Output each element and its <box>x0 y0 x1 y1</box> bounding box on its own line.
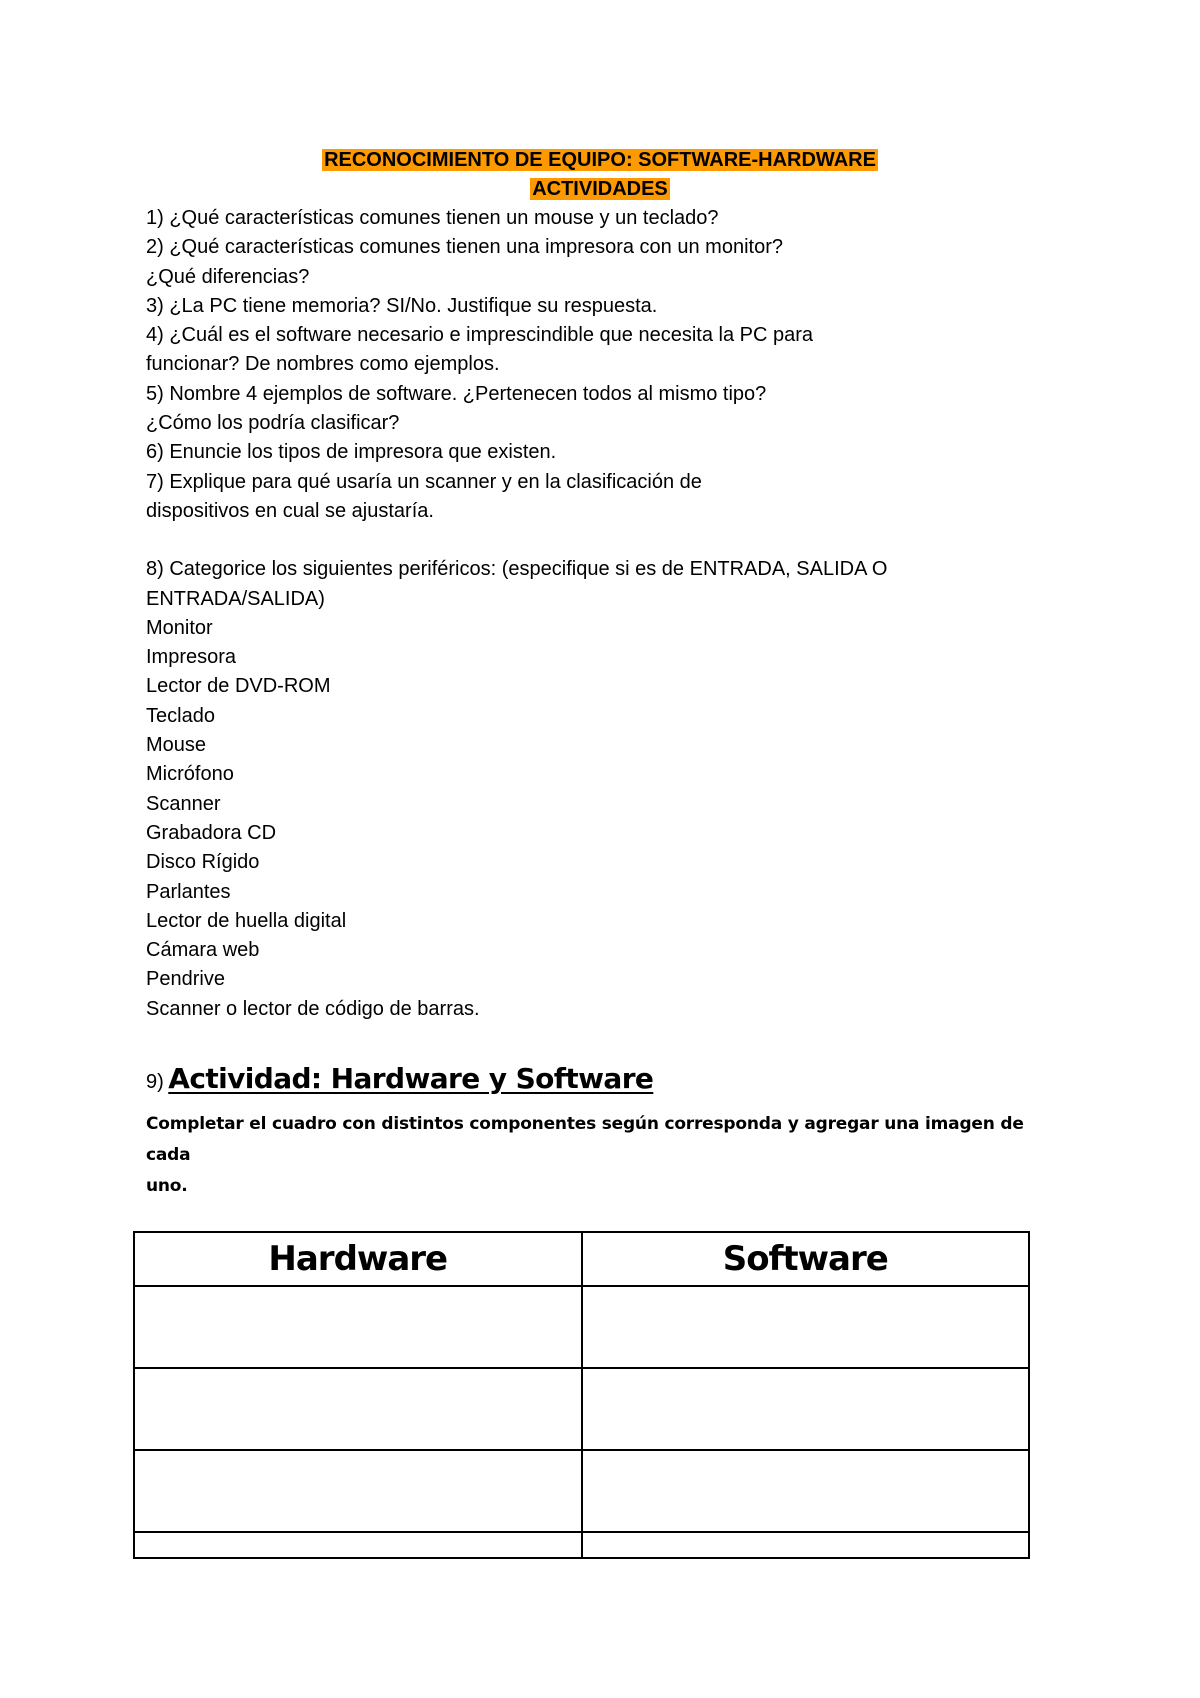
activity-9-number: 9) <box>146 1071 164 1093</box>
table-header-row <box>134 1232 1029 1286</box>
question-6: 6) Enuncie los tipos de impresora que existen. <box>146 441 557 464</box>
questions-list <box>146 204 1106 1024</box>
peripheral-item: Teclado <box>146 704 215 727</box>
hardware-cell[interactable] <box>134 1532 582 1558</box>
peripheral-item: Impresora <box>146 646 237 669</box>
peripheral-item: Mouse <box>146 734 207 757</box>
activity-9-title: Actividad: Hardware y Software <box>168 1062 654 1095</box>
peripheral-item: Parlantes <box>146 880 231 903</box>
peripheral-item: Cámara web <box>146 939 260 962</box>
question-5-continued: ¿Cómo los podría clasificar? <box>146 412 400 435</box>
software-header: Software <box>582 1232 1030 1286</box>
title-block <box>0 146 1200 204</box>
hardware-header: Hardware <box>134 1232 582 1286</box>
peripheral-item: Disco Rígido <box>146 851 260 874</box>
question-4: 4) ¿Cuál es el software necesario e imprescindible que necesita la PC para <box>146 324 814 347</box>
software-cell[interactable] <box>582 1450 1030 1532</box>
document-title: RECONOCIMIENTO DE EQUIPO: SOFTWARE-HARDWARE <box>324 149 876 171</box>
peripheral-item: Lector de DVD-ROM <box>146 675 331 698</box>
question-7: 7) Explique para qué usaría un scanner y en la clasificación de <box>146 470 702 493</box>
instructions-line: Completar el cuadro con distintos componentes según corresponda y agregar una imagen de cada <box>146 1114 1024 1165</box>
hardware-software-table <box>133 1231 1030 1559</box>
activity-9-instructions <box>146 1109 1046 1202</box>
question-3: 3) ¿La PC tiene memoria? SI/No. Justifique su respuesta. <box>146 294 658 317</box>
peripheral-item: Pendrive <box>146 968 225 991</box>
table-row <box>134 1532 1029 1558</box>
question-8-continued: ENTRADA/SALIDA) <box>146 587 325 610</box>
question-8: 8) Categorice los siguientes periféricos: (especifique si es de ENTRADA, SALIDA O <box>146 558 888 581</box>
software-cell[interactable] <box>582 1286 1030 1368</box>
question-4-continued: funcionar? De nombres como ejemplos. <box>146 353 500 376</box>
peripheral-item: Monitor <box>146 616 213 639</box>
peripheral-item: Scanner <box>146 792 221 815</box>
table-row <box>134 1368 1029 1450</box>
instructions-line: uno. <box>146 1176 188 1196</box>
peripheral-item: Grabadora CD <box>146 821 277 844</box>
document-subtitle: ACTIVIDADES <box>532 178 668 200</box>
question-2-continued: ¿Qué diferencias? <box>146 265 310 288</box>
table-row <box>134 1286 1029 1368</box>
blank-line <box>146 526 1106 555</box>
peripheral-item: Scanner o lector de código de barras. <box>146 997 480 1020</box>
question-1: 1) ¿Qué características comunes tienen un mouse y un teclado? <box>146 207 719 229</box>
question-2: 2) ¿Qué características comunes tienen una impresora con un monitor? <box>146 236 783 259</box>
activity-9-heading <box>146 1062 1106 1095</box>
table-row <box>134 1450 1029 1532</box>
hardware-cell[interactable] <box>134 1286 582 1368</box>
hardware-cell[interactable] <box>134 1450 582 1532</box>
question-7-continued: dispositivos en cual se ajustaría. <box>146 499 434 522</box>
peripheral-item: Lector de huella digital <box>146 909 347 932</box>
software-cell[interactable] <box>582 1368 1030 1450</box>
peripheral-item: Micrófono <box>146 763 234 786</box>
hardware-cell[interactable] <box>134 1368 582 1450</box>
software-cell[interactable] <box>582 1532 1030 1558</box>
question-5: 5) Nombre 4 ejemplos de software. ¿Pertenecen todos al mismo tipo? <box>146 382 767 405</box>
